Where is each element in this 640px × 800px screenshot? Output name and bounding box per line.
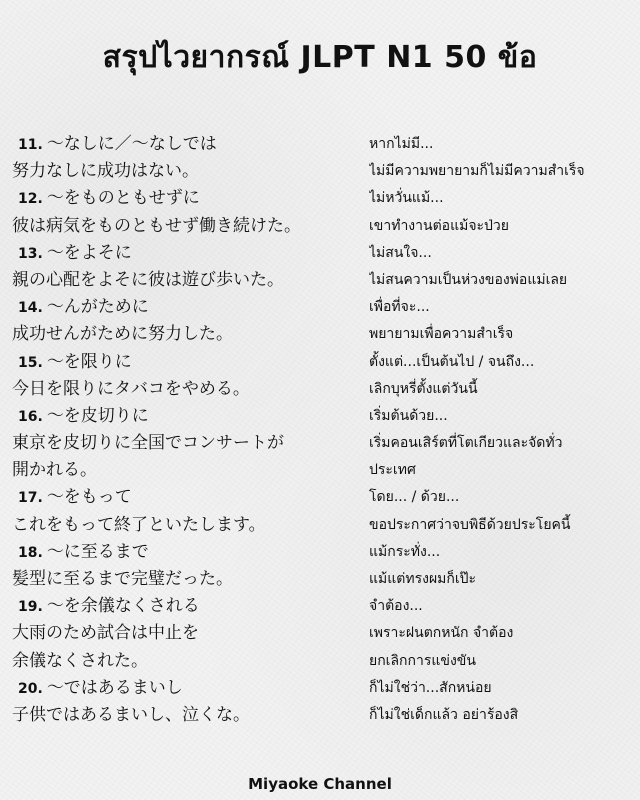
item-number: 17. — [18, 490, 43, 507]
item-number: 20. — [18, 680, 43, 697]
grammar-point — [12, 484, 357, 511]
item-number: 15. — [18, 354, 43, 371]
thai-translation-line: เริ่มคอนเสิร์ตที่โตเกียวและจัดทั่ว — [369, 435, 563, 452]
grammar-pattern: 〜なしに／〜なしでは — [46, 134, 217, 154]
grammar-pattern: 〜んがために — [46, 297, 149, 318]
japanese-grammar-column — [12, 131, 357, 729]
grammar-point — [12, 593, 357, 620]
thai-translation-line: จำต้อง... — [369, 598, 423, 615]
thai-translation-line: เลิกบุหรี่ตั้งแต่วันนี้ — [369, 380, 478, 397]
item-number: 13. — [18, 245, 43, 262]
thai-translation-line: ไม่สนใจ... — [369, 244, 432, 261]
grammar-pattern: 〜ではあるまいし — [46, 677, 183, 698]
example-sentence — [12, 376, 357, 403]
thai-translation-line: ไม่สนความเป็นห่วงของพ่อแม่เลย — [369, 271, 568, 288]
grammar-point — [12, 131, 357, 158]
thai-translation-line: เขาทำงานต่อแม้จะป่วย — [369, 217, 509, 234]
example-text: 成功せんがために努力した。 — [12, 324, 233, 345]
thai-translation-line: ก็ไม่ใช่เด็กแล้ว อย่าร้องสิ — [369, 706, 519, 723]
example-sentence — [12, 457, 357, 484]
thai-translation-line: แม้กระทั่ง... — [369, 543, 441, 560]
example-sentence — [12, 213, 357, 240]
grammar-point — [12, 403, 357, 430]
example-text: 今日を限りにタバコをやめる。 — [12, 378, 250, 399]
grammar-pattern: 〜に至るまで — [46, 541, 149, 562]
thai-translation-line: ไม่มีความพยายามก็ไม่มีความสำเร็จ — [369, 163, 585, 180]
item-number: 11. — [18, 137, 43, 153]
example-text: 開かれる。 — [12, 460, 97, 481]
example-sentence — [12, 566, 357, 593]
thai-meaning-column — [369, 131, 637, 729]
grammar-point — [12, 675, 357, 702]
grammar-point — [12, 539, 357, 566]
grammar-pattern: 〜を皮切りに — [46, 405, 149, 426]
example-sentence — [12, 321, 357, 348]
example-text: 余儀なくされた。 — [12, 650, 148, 671]
channel-name: Miyaoke Channel — [248, 775, 392, 793]
example-text: 大雨のため試合は中止を — [12, 623, 199, 644]
item-number: 16. — [18, 408, 43, 425]
thai-translation-line: แม้แต่ทรงผมก็เป๊ะ — [369, 571, 477, 587]
page-title: สรุปไวยากรณ์ JLPT N1 50 ข้อ — [102, 40, 538, 75]
example-text: 髪型に至るまで完璧だった。 — [12, 569, 233, 589]
example-text: 東京を皮切りに全国でコンサートが — [12, 433, 284, 454]
item-number: 18. — [18, 544, 43, 561]
example-sentence — [12, 267, 357, 294]
thai-translation-line: ยกเลิกการแข่งขัน — [369, 652, 476, 669]
thai-translation-line: ขอประกาศว่าจบพิธีด้วยประโยคนี้ — [369, 516, 571, 533]
example-sentence — [12, 430, 357, 457]
grammar-pattern: 〜をもって — [46, 487, 132, 508]
grammar-point — [12, 349, 357, 376]
thai-translation-line: โดย... / ด้วย... — [369, 489, 460, 506]
example-text: 親の心配をよそに彼は遊び歩いた。 — [12, 269, 284, 290]
item-number: 19. — [18, 599, 43, 616]
example-sentence — [12, 158, 357, 185]
example-sentence — [12, 512, 357, 539]
item-number: 14. — [18, 300, 43, 317]
thai-translation-line: ไม่หวั่นแม้... — [369, 190, 444, 207]
grammar-point — [12, 185, 357, 212]
thai-translation-line: หากไม่มี... — [369, 136, 434, 152]
thai-translation-line: เพื่อที่จะ... — [369, 299, 430, 316]
grammar-point — [12, 240, 357, 267]
thai-translation-line: ประเทศ — [369, 462, 416, 479]
example-sentence — [12, 620, 357, 647]
thai-translation-line: เพราะฝนตกหนัก จำต้อง — [369, 625, 514, 642]
thai-translation-line: พยายามเพื่อความสำเร็จ — [369, 326, 514, 343]
thai-translation-line: เริ่มต้นด้วย... — [369, 407, 448, 424]
example-text: 努力なしに成功はない。 — [12, 161, 199, 182]
grammar-pattern: 〜をものともせずに — [46, 188, 200, 209]
example-sentence — [12, 702, 357, 729]
thai-translation-line: ก็ไม่ใช่ว่า...สักหน่อย — [369, 679, 492, 696]
item-number: 12. — [18, 191, 43, 208]
grammar-pattern: 〜を限りに — [46, 351, 132, 372]
grammar-pattern: 〜をよそに — [46, 242, 132, 263]
example-sentence — [12, 648, 357, 675]
example-text: 彼は病気をものともせず働き続けた。 — [12, 215, 301, 236]
example-text: これをもって終了といたします。 — [12, 514, 266, 535]
grammar-point — [12, 294, 357, 321]
example-text: 子供ではあるまいし、泣くな。 — [12, 704, 250, 725]
grammar-pattern: 〜を余儀なくされる — [46, 596, 200, 617]
thai-translation-line: ตั้งแต่...เป็นต้นไป / จนถึง... — [369, 353, 535, 370]
